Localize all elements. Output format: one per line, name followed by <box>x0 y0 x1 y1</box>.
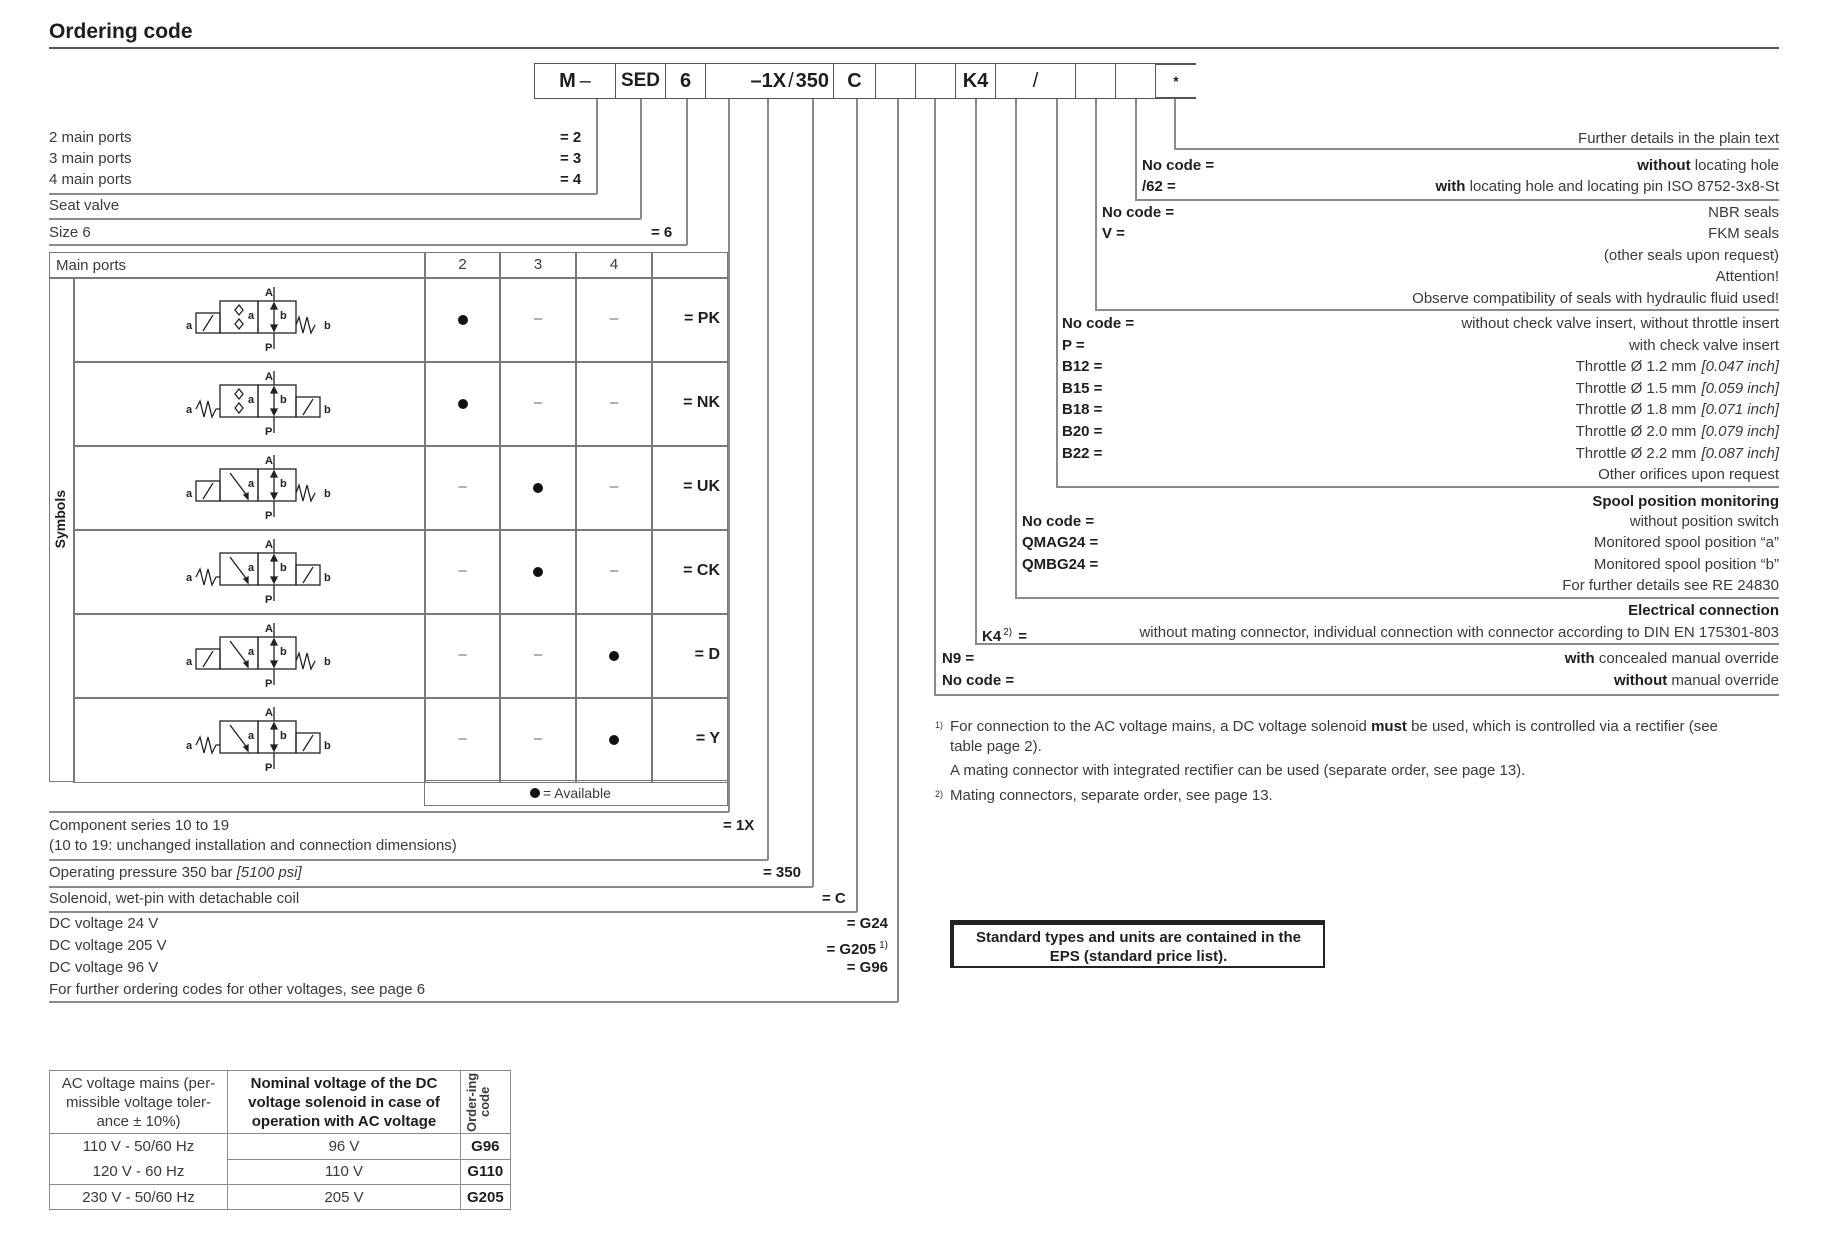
header-rule-top <box>1156 63 1196 65</box>
not-available-dash: – <box>458 646 467 663</box>
voltage-24-code: = G24 <box>846 915 888 932</box>
svg-text:a: a <box>248 730 255 742</box>
col-2-header: 2 <box>458 256 467 273</box>
code-series: –1X <box>750 69 787 92</box>
spool-note: For further details see RE 24830 <box>1562 577 1779 594</box>
electrical-heading: Electrical connection <box>1628 602 1779 619</box>
voltage-205-code-row <box>760 937 888 959</box>
available-dot-icon <box>458 399 468 409</box>
not-available-dash: – <box>533 394 543 411</box>
not-available-dash: – <box>609 562 619 579</box>
svg-text:a: a <box>186 572 193 584</box>
code-box-voltage <box>876 63 916 99</box>
svg-text:b: b <box>324 404 331 416</box>
eps-notice-box <box>950 920 1325 968</box>
ports-2-label: 2 main ports <box>49 129 132 146</box>
not-available-dash: – <box>458 730 467 747</box>
symbol-code: = UK <box>683 478 720 495</box>
svg-text:a: a <box>248 646 255 658</box>
connector-line <box>1056 99 1058 487</box>
inserts-note: Other orifices upon request <box>1598 466 1779 483</box>
voltage-205-footnote: 1) <box>879 940 888 951</box>
insert-desc: Throttle Ø 2.0 mm <box>1575 423 1697 440</box>
title-divider <box>49 47 1779 49</box>
header-rule-bottom <box>1156 97 1196 99</box>
insert-code: P = <box>1062 336 1085 354</box>
electrical-footnote: 2) <box>1003 627 1013 638</box>
locating-nocode-text <box>1300 157 1779 175</box>
code-dash: – <box>579 69 591 92</box>
available-dot-icon <box>458 315 468 325</box>
bracket-locating <box>1135 199 1779 201</box>
ac-header-nominal-3: operation with AC voltage <box>251 1112 437 1130</box>
valve-symbol-d-icon <box>170 619 340 693</box>
code-box-further <box>1156 63 1196 99</box>
available-dot-icon <box>609 735 619 745</box>
main-ports-header: Main ports <box>56 257 127 274</box>
electrical-text: without mating connector, individual connection with connector according to DIN EN 175301-803 <box>1139 624 1779 641</box>
footnote-1-line2: table page 2). <box>950 738 1042 755</box>
seal-fkm-text: FKM seals <box>1708 225 1779 242</box>
ac-table-header <box>50 1071 511 1134</box>
ac-voltage-table <box>49 1070 511 1210</box>
svg-text:P: P <box>265 426 273 438</box>
locating-62-code: /62 = <box>1142 178 1176 195</box>
further-details-text: Further details in the plain text <box>1578 130 1779 147</box>
svg-text:a: a <box>248 478 255 490</box>
locating-nocode-rest: locating hole <box>1690 157 1779 174</box>
svg-text:A: A <box>265 539 273 551</box>
ac-header-mains-3: ance ± 10%) <box>96 1112 181 1130</box>
available-dot-icon <box>530 788 540 798</box>
insert-code: B22 = <box>1062 444 1103 462</box>
insert-text <box>1200 445 1779 463</box>
ac-mains-230: 230 V - 50/60 Hz <box>50 1185 228 1210</box>
symbol-code: = PK <box>683 310 720 327</box>
bracket-seals <box>1095 309 1779 311</box>
seat-valve-label: Seat valve <box>49 197 120 214</box>
svg-text:b: b <box>280 394 287 406</box>
code-box-size <box>666 63 706 99</box>
svg-text:b: b <box>324 656 331 668</box>
insert-code: B12 = <box>1062 358 1103 376</box>
code-pressure: 350 <box>795 69 829 92</box>
insert-alt-unit: [0.047 inch] <box>1701 358 1779 376</box>
connector-line <box>1135 99 1137 200</box>
seal-nbr-code: No code = <box>1102 204 1175 221</box>
locating-nocode-bold: without <box>1637 157 1691 174</box>
code-box-insert <box>1076 63 1116 99</box>
valve-symbol-ck-icon <box>170 535 340 609</box>
not-available-dash: – <box>609 310 619 327</box>
footnote-1-bold: must <box>1371 718 1407 735</box>
not-available-dash: – <box>609 478 619 495</box>
valve-symbol-pk-icon <box>170 283 340 357</box>
available-dot-icon <box>533 567 543 577</box>
connector-line <box>975 99 977 644</box>
bracket-pressure <box>49 886 813 888</box>
svg-text:a: a <box>186 656 193 668</box>
svg-text:a: a <box>186 488 193 500</box>
svg-text:A: A <box>265 287 273 299</box>
col-4-header: 4 <box>609 256 619 273</box>
connector-line <box>897 99 899 1002</box>
svg-text:A: A <box>265 455 273 467</box>
eps-notice-line2: EPS (standard price list). <box>1049 948 1228 965</box>
insert-desc: Throttle Ø 1.5 mm <box>1575 379 1697 397</box>
locating-62-rest: locating hole and locating pin ISO 8752-3x8-St <box>1465 178 1779 195</box>
override-nocode-bold: without <box>1613 672 1668 689</box>
code-electrical: K4 <box>962 69 989 92</box>
voltage-205-label: DC voltage 205 V <box>49 937 167 954</box>
symbol-code: = CK <box>683 562 720 579</box>
insert-text <box>1200 380 1779 398</box>
locating-62-bold: with <box>1435 178 1466 195</box>
insert-code: B18 = <box>1062 401 1103 419</box>
code-box-sed <box>616 63 666 99</box>
ac-mains-cell <box>50 1134 228 1185</box>
ports-3-label: 3 main ports <box>49 150 132 167</box>
solenoid-label: Solenoid, wet-pin with detachable coil <box>49 890 300 907</box>
code-box-electrical <box>956 63 996 99</box>
size-label: Size 6 <box>49 224 91 241</box>
connector-line <box>1015 99 1017 598</box>
connector-line <box>812 99 814 887</box>
svg-text:b: b <box>280 310 287 322</box>
insert-desc: with check valve insert <box>1628 336 1779 354</box>
ac-header-mains-2: missible voltage toler- <box>65 1093 212 1111</box>
svg-text:b: b <box>324 572 331 584</box>
code-box-seal <box>1116 63 1156 99</box>
seal-fkm-code: V = <box>1102 225 1125 242</box>
connector-line <box>686 99 688 245</box>
insert-code: B20 = <box>1062 423 1103 440</box>
svg-text:P: P <box>265 510 273 522</box>
svg-text:P: P <box>265 594 273 606</box>
size-code: = 6 <box>651 224 673 241</box>
ac-code-g110: G110 <box>461 1159 511 1185</box>
ac-code-g96: G96 <box>461 1134 511 1160</box>
insert-desc: Throttle Ø 2.2 mm <box>1575 444 1697 462</box>
override-n9-text <box>1200 650 1779 668</box>
insert-code: No code = <box>1062 315 1135 332</box>
ports-4-code: = 4 <box>560 171 582 188</box>
page-title: Ordering code <box>49 20 193 43</box>
bracket-electrical <box>975 643 1779 645</box>
footnote-2-mark: 2) <box>935 789 944 799</box>
seal-nbr-text: NBR seals <box>1708 204 1779 221</box>
code-sed: SED <box>620 70 661 91</box>
locating-nocode-code: No code = <box>1142 157 1215 174</box>
ac-header-nominal-1: Nominal voltage of the DC <box>250 1074 438 1092</box>
insert-code: B15 = <box>1062 379 1103 397</box>
svg-text:b: b <box>280 730 287 742</box>
connector-line <box>728 99 730 812</box>
spool-text: Monitored spool position “b” <box>1593 555 1779 573</box>
ac-table-row <box>50 1134 511 1160</box>
eps-notice-line1: Standard types and units are contained in the <box>975 929 1302 946</box>
ac-table-row <box>50 1185 511 1210</box>
seal-note-attention: Attention! <box>1715 268 1779 285</box>
svg-text:a: a <box>248 562 255 574</box>
spool-code: QMAG24 = <box>1022 534 1099 552</box>
svg-text:a: a <box>248 310 255 322</box>
available-dot-icon <box>533 483 543 493</box>
not-available-dash: – <box>458 562 467 579</box>
pressure-code: = 350 <box>763 864 801 881</box>
svg-text:b: b <box>280 478 287 490</box>
footnote-1-mark: 1) <box>935 720 944 730</box>
bracket-voltage <box>49 1001 898 1003</box>
code-slash: / <box>788 69 794 92</box>
ports-4-label: 4 main ports <box>49 171 132 188</box>
svg-text:a: a <box>186 320 193 332</box>
symbols-side-label: Symbols <box>52 490 68 549</box>
code-box-override <box>916 63 956 99</box>
ac-header-nominal <box>228 1071 461 1134</box>
not-available-dash: – <box>533 310 543 327</box>
footnote-2-text: Mating connectors, separate order, see page 13. <box>950 787 1273 804</box>
bracket-inserts <box>1056 486 1779 488</box>
code-slash-2: / <box>1032 69 1039 92</box>
footnote-1-line3: A mating connector with integrated rectifier can be used (separate order, see page 13). <box>950 762 1526 779</box>
override-nocode-rest: manual override <box>1667 672 1779 689</box>
voltage-205-code: = G205 <box>826 941 877 958</box>
connector-line <box>1174 99 1176 149</box>
ac-nominal-205: 205 V <box>228 1185 461 1210</box>
override-n9-rest: concealed manual override <box>1594 650 1779 667</box>
svg-text:b: b <box>280 562 287 574</box>
override-nocode-text <box>1200 672 1779 690</box>
svg-text:b: b <box>324 488 331 500</box>
bracket-size <box>49 244 687 246</box>
code-box-spool <box>996 63 1076 99</box>
not-available-dash: – <box>533 730 543 747</box>
insert-text <box>1200 337 1779 355</box>
electrical-k4: K4 <box>982 628 1002 645</box>
series-label: Component series 10 to 19 <box>49 817 230 834</box>
voltage-24-label: DC voltage 24 V <box>49 915 159 932</box>
svg-text:a: a <box>248 394 255 406</box>
connector-line <box>1095 99 1097 310</box>
electrical-code <box>982 624 1027 646</box>
insert-desc: Throttle Ø 1.8 mm <box>1575 401 1697 419</box>
bracket-symbols <box>49 811 729 813</box>
valve-symbol-y-icon <box>170 703 340 777</box>
insert-alt-unit: [0.087 inch] <box>1701 444 1779 462</box>
not-available-dash: – <box>458 478 467 495</box>
symbol-code: = Y <box>695 730 720 747</box>
spool-code: QMBG24 = <box>1022 555 1099 573</box>
insert-text <box>1200 401 1779 419</box>
valve-symbol-nk-icon <box>170 367 340 441</box>
insert-alt-unit: [0.071 inch] <box>1701 401 1779 419</box>
pressure-label-row <box>49 864 302 882</box>
code-m: M <box>559 69 576 92</box>
series-note: (10 to 19: unchanged installation and connection dimensions) <box>49 837 457 854</box>
footnote-1-b: be used, which is controlled via a rectifier (see <box>1406 718 1718 735</box>
pressure-label: Operating pressure 350 bar <box>49 864 233 881</box>
insert-desc: Throttle Ø 1.2 mm <box>1575 358 1697 376</box>
seal-note-compat: Observe compatibility of seals with hydraulic fluid used! <box>1412 290 1779 307</box>
code-box-m <box>534 63 616 99</box>
insert-text <box>1200 358 1779 376</box>
spool-code: No code = <box>1022 513 1095 530</box>
override-n9-bold: with <box>1564 650 1595 667</box>
ac-header-mains <box>50 1071 228 1134</box>
insert-alt-unit: [0.059 inch] <box>1701 379 1779 397</box>
bracket-further <box>1174 148 1779 150</box>
ac-header-code-text: Order-ing code <box>464 1072 493 1132</box>
ac-code-g205: G205 <box>461 1185 511 1210</box>
insert-text <box>1200 315 1779 333</box>
svg-text:b: b <box>280 646 287 658</box>
solenoid-code: = C <box>822 890 846 907</box>
code-solenoid: C <box>847 69 862 92</box>
connector-line <box>856 99 858 912</box>
spool-heading: Spool position monitoring <box>1592 493 1779 510</box>
ac-header-nominal-2: voltage solenoid in case of <box>248 1093 440 1111</box>
not-available-dash: – <box>533 646 543 663</box>
ports-2-code: = 2 <box>560 129 582 146</box>
insert-desc: without check valve insert, without throttle insert <box>1461 315 1779 332</box>
ac-nominal-110: 110 V <box>228 1159 461 1185</box>
footnote-1-a: For connection to the AC voltage mains, a DC voltage solenoid <box>950 718 1372 735</box>
col-header-cell <box>651 252 728 279</box>
connector-line <box>640 99 642 219</box>
voltages-note: For further ordering codes for other voltages, see page 6 <box>49 981 426 998</box>
locating-62-text <box>1300 178 1779 196</box>
voltage-96-code: = G96 <box>846 959 888 976</box>
series-code: = 1X <box>723 817 755 834</box>
pressure-alt-unit: [5100 psi] <box>236 864 302 881</box>
not-available-dash: – <box>609 394 619 411</box>
spool-text: without position switch <box>1629 513 1779 530</box>
svg-text:P: P <box>265 342 273 354</box>
col-3-header: 3 <box>533 256 543 273</box>
connector-line <box>596 99 598 194</box>
electrical-eq: = <box>1018 628 1028 645</box>
bracket-seat-valve <box>49 218 641 220</box>
ac-header-mains-1: AC voltage mains (per- <box>61 1074 216 1092</box>
connector-line <box>767 99 769 860</box>
bracket-spool <box>1015 597 1779 599</box>
available-dot-icon <box>609 651 619 661</box>
spool-text: Monitored spool position “a” <box>1593 534 1779 552</box>
override-nocode-code: No code = <box>942 672 1015 689</box>
ac-mains-120: 120 V - 60 Hz <box>92 1163 185 1180</box>
svg-text:b: b <box>324 320 331 332</box>
symbol-code: = D <box>694 646 720 663</box>
override-n9-code: N9 = <box>942 650 975 667</box>
svg-text:a: a <box>186 404 193 416</box>
svg-text:P: P <box>265 762 273 774</box>
symbol-code: = NK <box>683 394 720 411</box>
svg-text:b: b <box>324 740 331 752</box>
bracket-series <box>49 859 768 861</box>
seal-note-other: (other seals upon request) <box>1603 247 1779 264</box>
ac-header-code <box>461 1071 511 1134</box>
bracket-solenoid <box>49 911 857 913</box>
valve-symbol-uk-icon <box>170 451 340 525</box>
code-size: 6 <box>679 69 692 92</box>
bracket-override <box>934 694 1779 696</box>
connector-line <box>934 99 936 695</box>
ports-3-code: = 3 <box>560 150 582 167</box>
svg-text:A: A <box>265 623 273 635</box>
code-box-series <box>706 63 834 99</box>
voltage-96-label: DC voltage 96 V <box>49 959 159 976</box>
insert-text <box>1200 423 1779 441</box>
svg-text:a: a <box>186 740 193 752</box>
ac-mains-110: 110 V - 50/60 Hz <box>82 1138 195 1155</box>
ac-nominal-96: 96 V <box>228 1134 461 1160</box>
svg-text:A: A <box>265 707 273 719</box>
svg-text:A: A <box>265 371 273 383</box>
bracket-ports <box>49 193 597 195</box>
svg-text:P: P <box>265 678 273 690</box>
code-box-solenoid <box>834 63 876 99</box>
code-asterisk: * <box>1173 73 1179 89</box>
legend-text: = Available <box>543 785 611 801</box>
footnote-1-line1 <box>950 718 1718 736</box>
insert-alt-unit: [0.079 inch] <box>1701 423 1779 440</box>
